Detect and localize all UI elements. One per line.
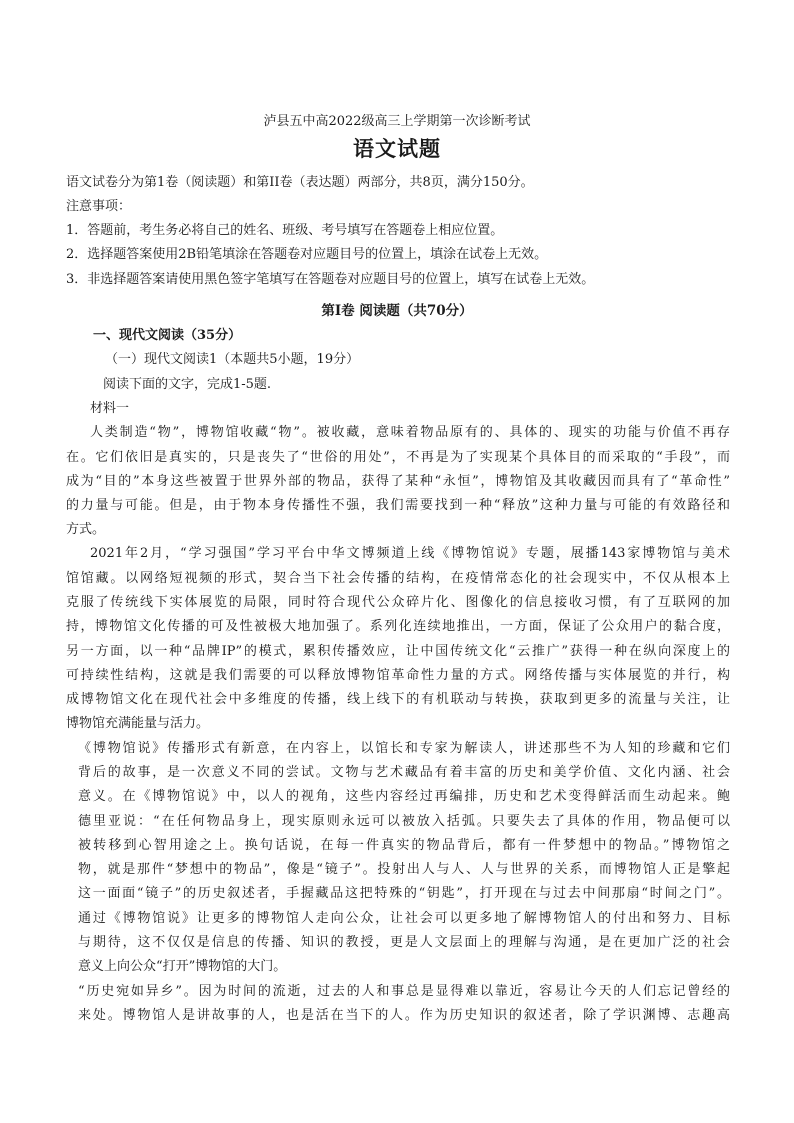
paper-title: 语文试题	[353, 136, 441, 161]
intro-text: 语文试卷分为第1卷（阅读题）和第II卷（表达题）两部分，共8页，满分150分。	[66, 175, 534, 190]
text-line: 另一方面，以一种“品牌IP”的模式，累积传播效应，让中国传统文化“云推广”获得一种在纵向深度上的	[66, 644, 730, 659]
notice-item: 3．非选择题答案请使用黑色签字笔填写在答题卷对应题目号的位置上，填写在试卷上无效。	[66, 272, 595, 287]
text-line: 通过《博物馆说》让更多的博物馆人走向公众，让社会可以更多地了解博物馆人的付出和努力、目标	[78, 911, 730, 926]
text-line: 意义上向公众“打开”博物馆的大门。	[78, 959, 287, 974]
text-line: 人类制造“物”，博物馆收藏“物”。被收藏，意味着物品原有的、具体的、现实的功能与价值不再存	[90, 425, 730, 440]
text-line: 来处。博物馆人是讲故事的人，也是活在当下的人。作为历史知识的叙述者，除了学识渊博、志趣高	[78, 1008, 730, 1023]
notice-item: 2．选择题答案使用2B铅笔填涂在答题卷对应题目号的位置上，填涂在试卷上无效。	[66, 247, 548, 262]
material-label: 材料一	[90, 401, 130, 416]
exam-title: 泸县五中高2022级高三上学期第一次诊断考试	[263, 114, 531, 129]
instruction: 阅读下面的文字，完成1-5题.	[103, 377, 272, 392]
text-line: 成博物馆文化在现代社会中多维度的传播，线上线下的有机联动与转换，获取到更多的流量与关注，让	[66, 692, 730, 707]
part-title: 一、现代文阅读（35分）	[93, 328, 242, 343]
text-line: 背后的故事，是一次意义不同的尝试。文物与艺术藏品有着丰富的历史和美学价值、文化内涵、社会	[78, 765, 730, 780]
text-line: 与期待，这不仅仅是信息的传播、知识的教授，更是人文层面上的理解与沟通，是在更加广泛的社会	[78, 935, 730, 950]
text-line: 德里亚说：“在任何物品身上，现实原则永远可以被放入括弧。只要失去了具体的作用，物品便可以	[78, 814, 730, 829]
text-line: 这一面面“镜子”的历史叙述者，手握藏品这把特殊的“钥匙”，打开现在与过去中间那扇“时间之门”。	[78, 886, 730, 901]
text-line: 成为“目的”本身这些被置于世界外部的物品，获得了某种“永恒”，博物馆及其收藏因而具有了“革命性”	[66, 474, 730, 489]
text-line: 在。它们依旧是真实的，只是丧失了“世俗的用处”，不再是为了实现某个具体目的而采取的“手段”，而	[66, 450, 730, 465]
section-title: 第I卷 阅读题（共70分）	[321, 303, 473, 319]
text-line: 克服了传统线下实体展览的局限，同时符合现代公众碎片化、图像化的信息接收习惯，有了互联网的加	[66, 595, 730, 610]
text-line: 《博物馆说》传播形式有新意，在内容上，以馆长和专家为解读人，讲述那些不为人知的珍藏和它们	[78, 741, 730, 756]
text-line: 可持续性结构，这就是我们需要的可以释放博物馆革命性力量的方式。网络传播与实体展览的并行，构	[66, 668, 730, 683]
text-line: 馆馆藏。以网络短视频的形式，契合当下社会传播的结构，在疫情常态化的社会现实中，不仅从根本上	[66, 571, 730, 586]
text-line: “历史宛如异乡”。因为时间的流逝，过去的人和事总是显得难以靠近，容易让今天的人们忘记曾经的	[78, 984, 730, 999]
notice-item: 1．答题前，考生务必将自己的姓名、班级、考号填写在答题卷上相应位置。	[66, 223, 504, 238]
text-line: 物，就是那件“梦想中的物品”，像是“镜子”。投射出人与人、人与世界的关系，而博物馆人正是擎起	[78, 862, 730, 877]
text-line: 被转移到心智用途之上。换句话说，在每一件真实的物品背后，都有一件梦想中的物品。”博物馆之	[78, 838, 730, 853]
sub-title: （一）现代文阅读1（本题共5小题，19分）	[105, 352, 360, 367]
text-line: 方式。	[66, 522, 106, 537]
text-line: 持，博物馆文化传播的可及性被极大地加强了。系列化连续地推出，一方面，保证了公众用户的黏合度，	[66, 619, 730, 634]
notice-title: 注意事项：	[66, 199, 132, 214]
text-line: 的力量与可能。但是，由于物本身传播性不强，我们需要找到一种“释放”这种力量与可能的有效路径和	[66, 498, 730, 513]
text-line: 2021年2月，“学习强国”学习平台中华文博频道上线《博物馆说》专题，展播143家博物馆与美术	[90, 546, 730, 561]
text-line: 意义。在《博物馆说》中，以人的视角，这些内容经过再编排，历史和艺术变得鲜活而生动起来。鲍	[78, 789, 730, 804]
text-line: 博物馆充满能量与活力。	[66, 716, 210, 731]
